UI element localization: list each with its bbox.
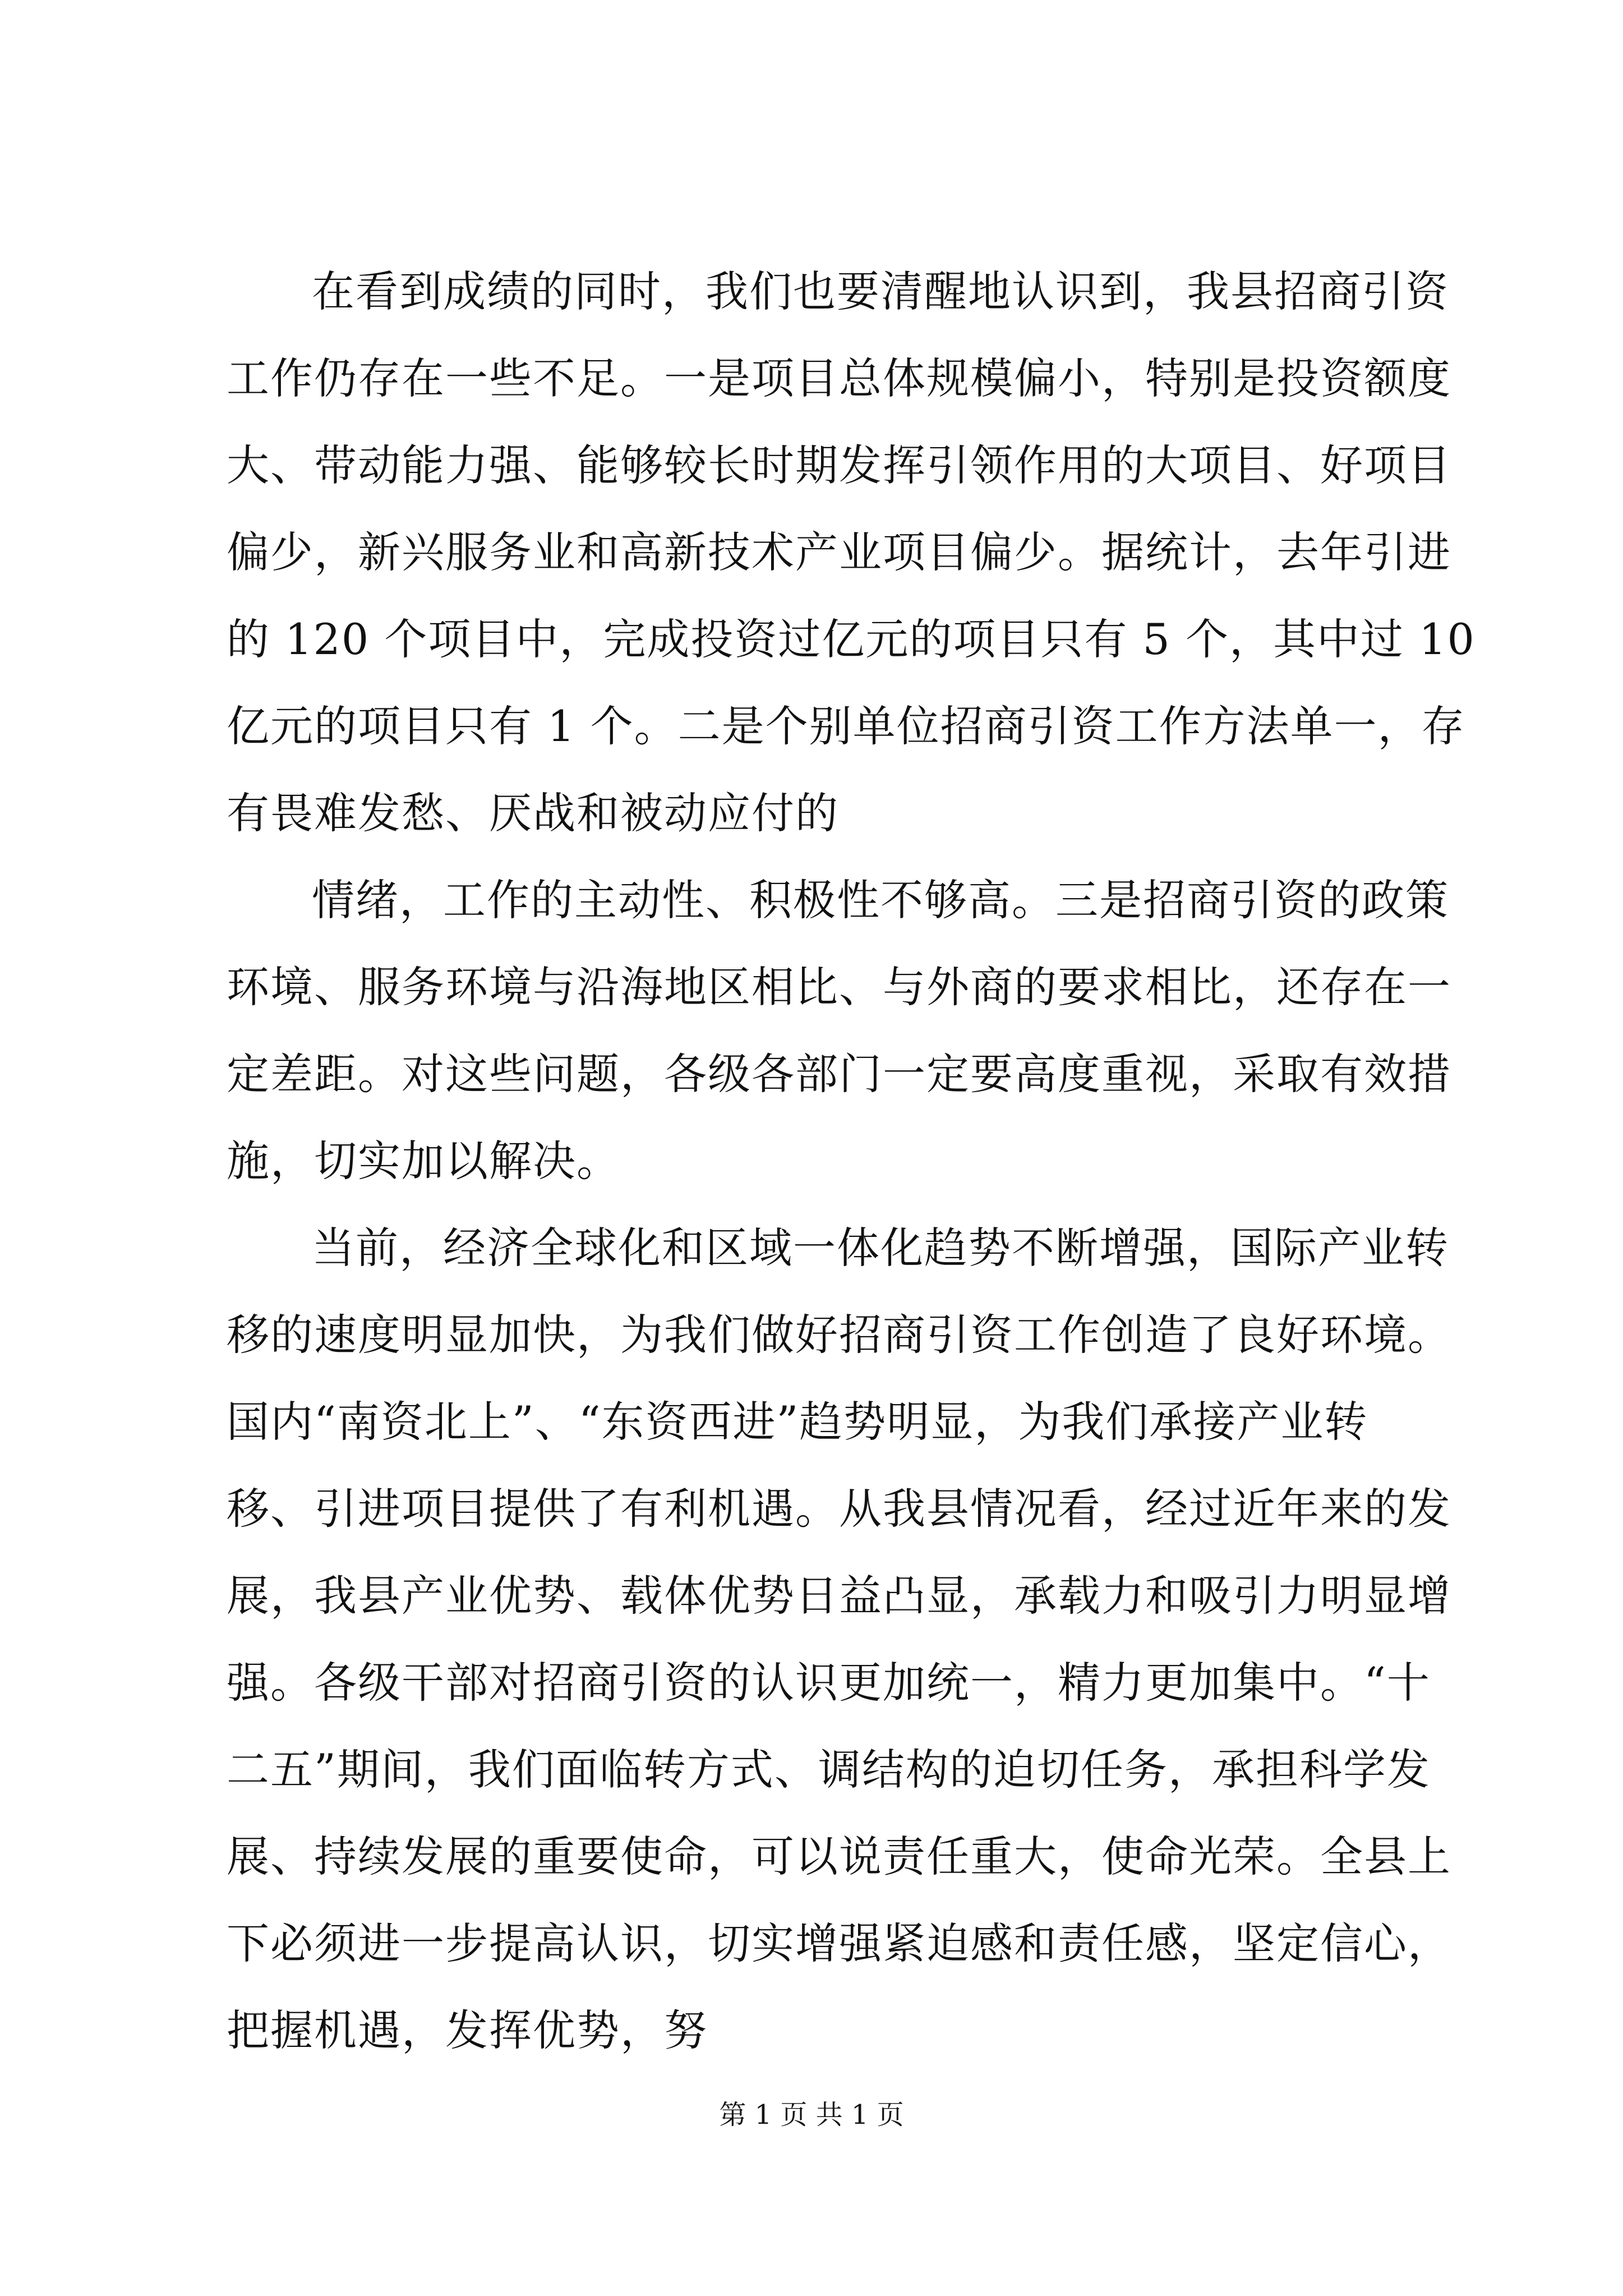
text-line: 二五”期间，我们面临转方式、调结构的迫切任务，承担科学发 [227,1745,1431,1795]
text-line: 亿元的项目只有 1 个。二是个别单位招商引资工作方法单一，存 [227,701,1465,751]
text-line: 定差距。对这些问题，各级各部门一定要高度重视，采取有效措 [227,1049,1451,1099]
text-line: 情绪，工作的主动性、积极性不够高。三是招商引资的政策 [312,875,1449,925]
text-line: 大、带动能力强、能够较长时期发挥引领作用的大项目、好项目 [227,440,1451,490]
text-line: 工作仍存在一些不足。一是项目总体规模偏小，特别是投资额度 [227,353,1451,403]
text-line: 环境、服务环境与沿海地区相比、与外商的要求相比，还存在一 [227,962,1451,1012]
text-line: 把握机遇，发挥优势，努 [227,2005,708,2055]
text-line: 移、引进项目提供了有利机遇。从我县情况看，经过近年来的发 [227,1484,1451,1534]
text-line: 展，我县产业优势、载体优势日益凸显，承载力和吸引力明显增 [227,1571,1451,1621]
text-line: 强。各级干部对招商引资的认识更加统一，精力更加集中。“十 [227,1658,1431,1708]
text-line: 展、持续发展的重要使命，可以说责任重大，使命光荣。全县上 [227,1832,1451,1881]
text-line: 在看到成绩的同时，我们也要清醒地认识到，我县招商引资 [312,266,1449,316]
text-line: 下必须进一步提高认识，切实增强紧迫感和责任感，坚定信心， [227,1918,1451,1968]
text-line: 当前，经济全球化和区域一体化趋势不断增强，国际产业转 [312,1223,1449,1273]
text-line: 的 120 个项目中，完成投资过亿元的项目只有 5 个，其中过 10 [227,614,1476,664]
text-line: 有畏难发愁、厌战和被动应付的 [227,788,839,838]
text-line: 移的速度明显加快，为我们做好招商引资工作创造了良好环境。 [227,1310,1451,1360]
text-line: 施，切实加以解决。 [227,1136,620,1186]
page-number-footer: 第 1 页 共 1 页 [719,2099,904,2131]
text-line: 国内“南资北上”、“东资西进”趋势明显，为我们承接产业转 [227,1397,1368,1447]
text-line: 偏少，新兴服务业和高新技术产业项目偏少。据统计，去年引进 [227,527,1451,577]
